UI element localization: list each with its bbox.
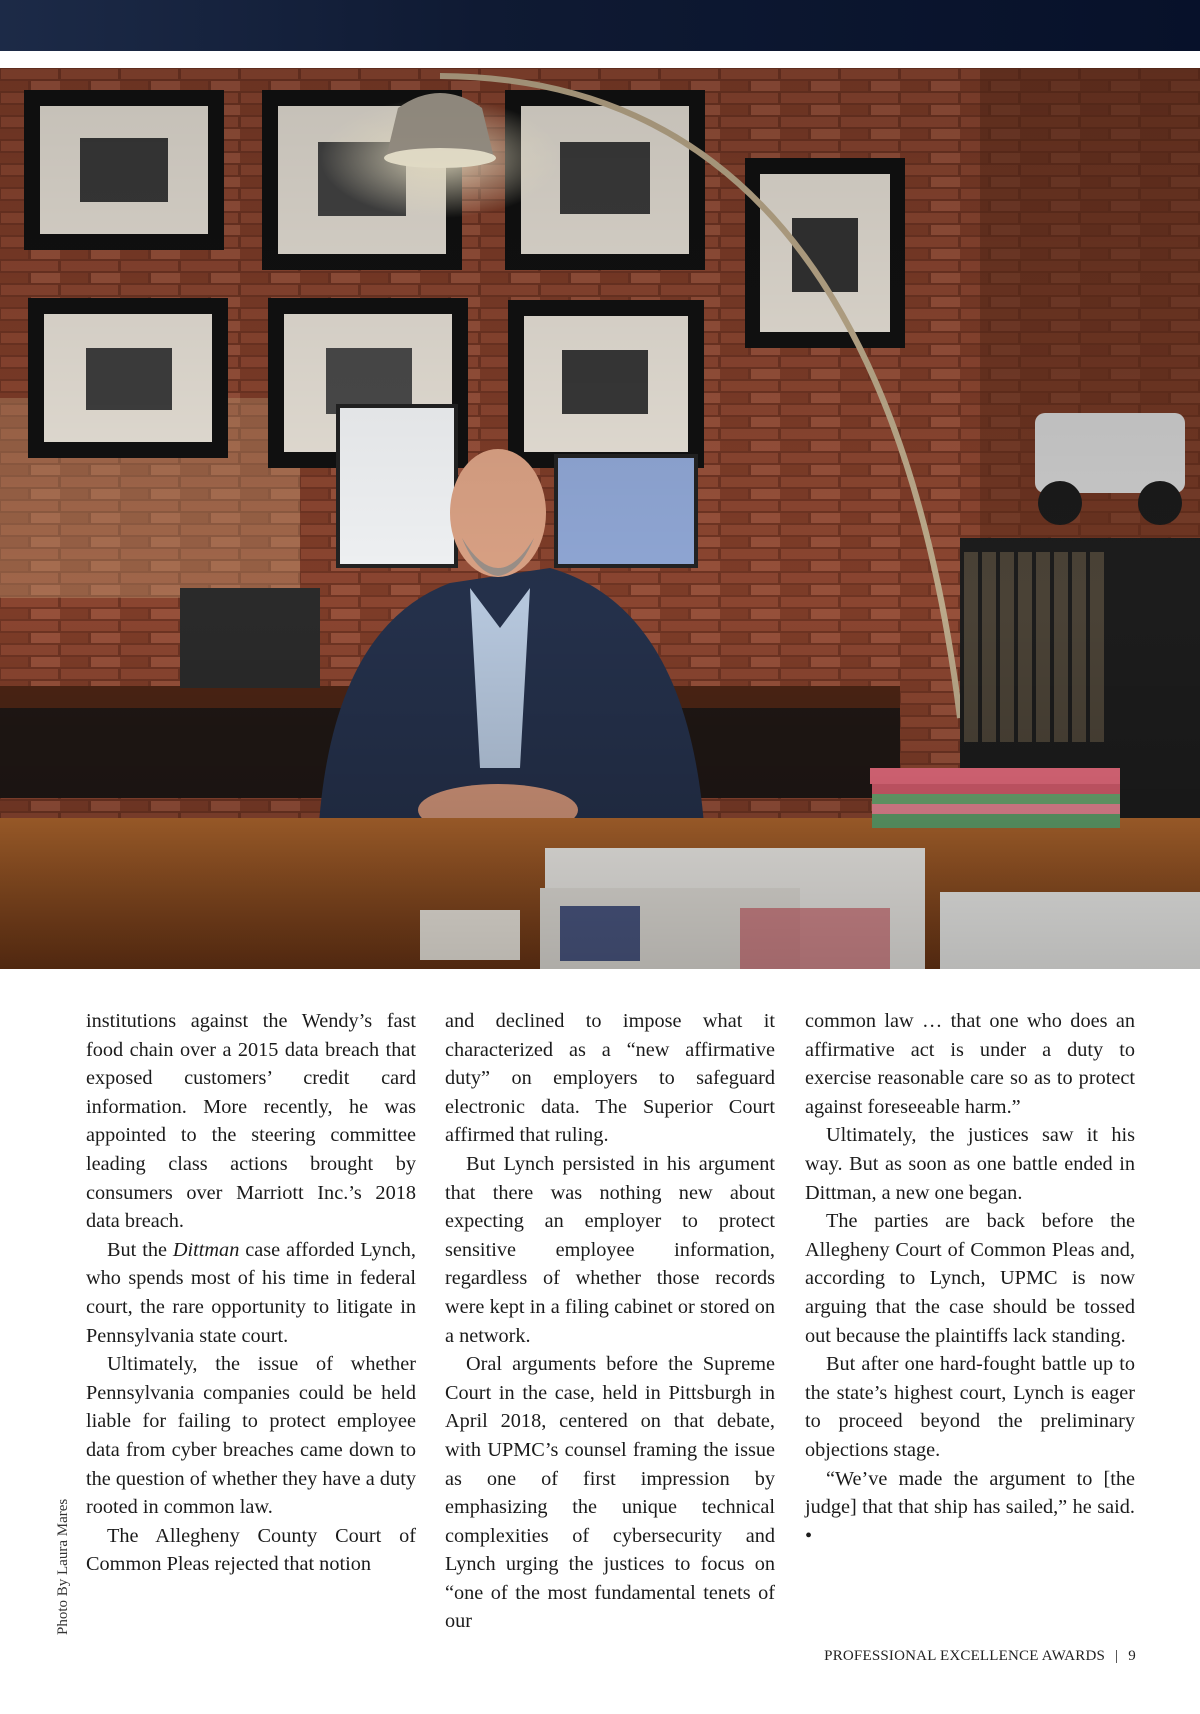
paragraph-text: But the [107,1238,173,1261]
article-paragraph [86,1350,416,1522]
article-photo [0,68,1200,969]
header-band [0,0,1200,51]
page-footer [824,1648,1136,1665]
article-paragraph [86,1522,416,1579]
paragraph-text: case afforded Lynch, who spends most of his time in federal court, the rare opportunity to litigate in Pennsylvania state court. [86,1238,416,1347]
paragraph-text: But Lynch persisted in his argument that there was nothing new about expecting an employer to protect sensitive employee information, regardless of whether those records were kept in a filing cabinet or stored on a network. [445,1152,775,1347]
article-column-1 [86,1007,416,1579]
paragraph-text: But after one hard-fought battle up to the state’s highest court, Lynch is eager to proceed beyond the preliminary objections stage. [805,1353,1135,1461]
paragraph-text: and declined to impose what it characterized as a “new affirmative duty” on employers to safeguard electronic data. The Superior Court affirmed that ruling. [445,1010,775,1147]
page-number: 9 [1128,1648,1136,1664]
paragraph-text: institutions against the Wendy’s fast food chain over a 2015 data breach that exposed customers’ credit card information. More recently, he was appointed to the steering committee leading class actions brought by consumers over Marriott Inc.’s 2018 data breach. [86,1010,416,1233]
paragraph-text: The parties are back before the Allegheny Court of Common Pleas and, according to Lynch, UPMC is now arguing that the case should be tossed out because the plaintiffs lack standing. [805,1210,1135,1347]
paragraph-text: common law … that one who does an affirmative act is under a duty to exercise reasonable care so as to protect against foreseeable harm.” [805,1010,1135,1118]
article-paragraph [445,1350,775,1636]
paragraph-text: Ultimately, the justices saw it his way. But as soon as one battle ended in Dittman, a new one began. [805,1124,1135,1204]
paragraph-text: Ultimately, the issue of whether Pennsylvania companies could be held liable for failing to protect employee data from cyber breaches came down to the question of whether they have a duty rooted in common law. [86,1353,416,1519]
article-paragraph [805,1465,1135,1551]
article-paragraph [445,1150,775,1350]
article-paragraph [86,1007,416,1236]
paragraph-text: The Allegheny County Court of Common Pleas rejected that notion [86,1524,416,1576]
article-paragraph [805,1350,1135,1464]
article-body [86,1007,1136,1647]
photo-credit: Photo By Laura Mares [55,1498,71,1635]
article-paragraph [86,1236,416,1350]
article-column-3 [805,1007,1135,1550]
paragraph-text: Oral arguments before the Supreme Court in the case, held in Pittsburgh in April 2018, centered on that debate, with UPMC’s counsel framing the issue as one of first impression by emphasizing the unique technical complexities of cybersecurity and Lynch urging the justices to focus on “one of the most fundamental tenets of our [445,1353,775,1633]
paragraph-text: “We’ve made the argument to [the judge] that that ship has sailed,” he said. • [805,1467,1135,1547]
footer-separator: | [1115,1648,1119,1664]
article-paragraph [445,1007,775,1150]
office-portrait-image [0,68,1200,969]
publication-name: PROFESSIONAL EXCELLENCE AWARDS [824,1648,1106,1664]
article-paragraph [805,1121,1135,1207]
article-paragraph [805,1007,1135,1121]
case-name-italic: Dittman [172,1238,240,1261]
article-paragraph [805,1207,1135,1350]
article-column-2 [445,1007,775,1636]
